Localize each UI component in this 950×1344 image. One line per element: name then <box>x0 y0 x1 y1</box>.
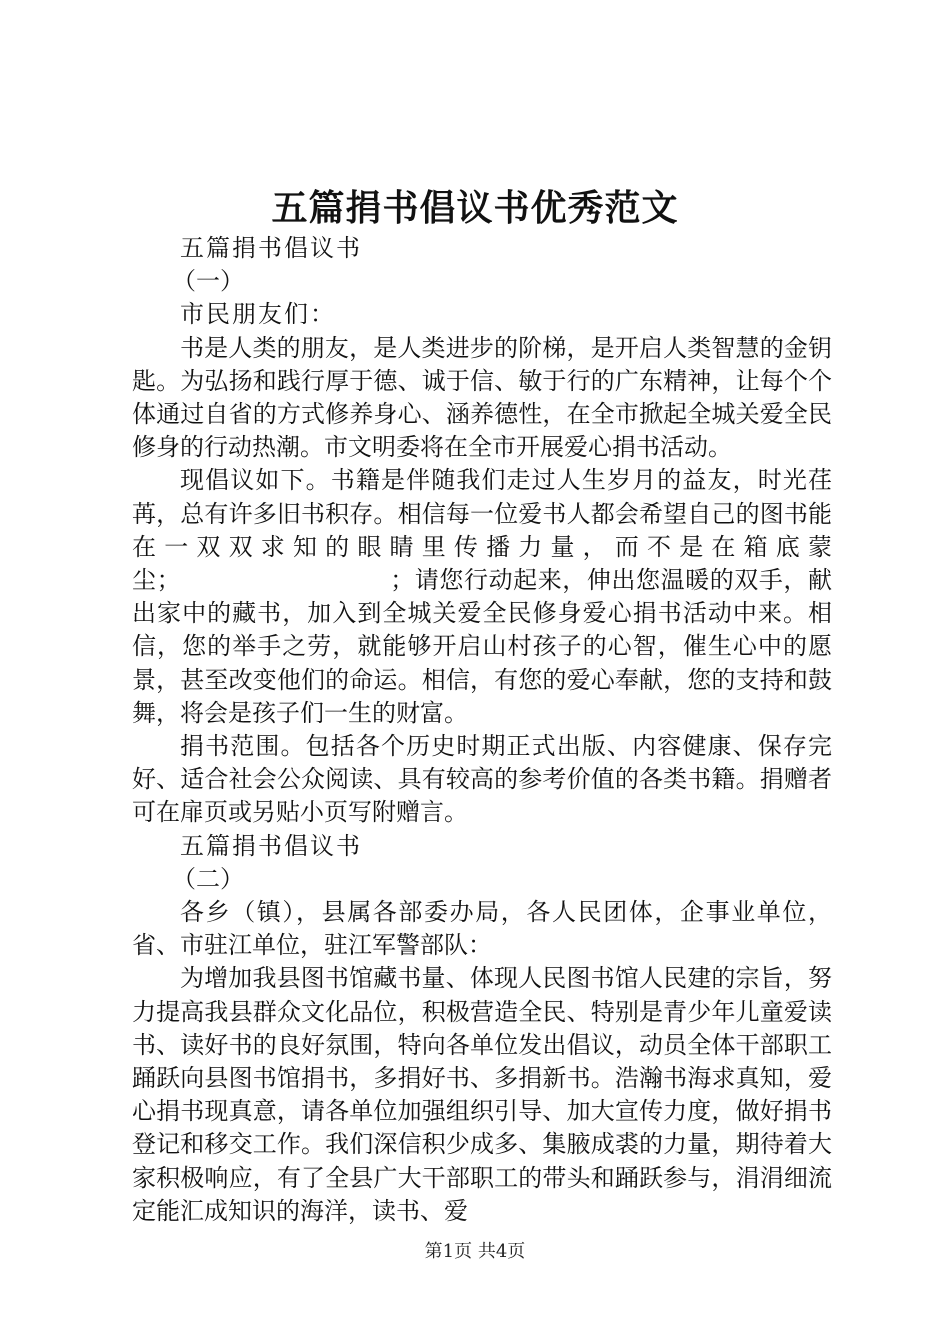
body-paragraph: 捐书范围。包括各个历史时期正式出版、内容健康、保存完好、适合社会公众阅读、具有较高的参考价值的各类书籍。捐赠者可在扉页或另贴小页写附赠言。 <box>132 732 832 827</box>
body-paragraph: 现倡议如下。书籍是伴随我们走过人生岁月的益友，时光荏苒，总有许多旧书积存。相信每一位爱书人都会希望自己的图书能在一双双求知的眼睛里传播力量，而不是在箱底蒙尘； ；请您行动起来，伸出您温暖的双手，献出家中的藏书，加入到全城关爱全民修身爱心捐书活动中来。相信，您的举手之劳，就能够开启山村孩子的心智，催生心中的愿景，甚至改变他们的命运。相信，有您的爱心奉献，您的支持和鼓舞，将会是孩子们一生的财富。 <box>132 466 832 727</box>
salutation-2: 各乡（镇），县属各部委办局，各人民团体，企事业单位，省、市驻江单位，驻江军警部队： <box>132 898 832 960</box>
page-footer: 第1页 共4页 <box>424 1241 526 1262</box>
body-paragraph: 书是人类的朋友，是人类进步的阶梯，是开启人类智慧的金钥匙。为弘扬和践行厚于德、诚于信、敏于行的广东精神，让每个个体通过自省的方式修养身心、涵养德性，在全市掀起全城关爱全民修身的行动热潮。市文明委将在全市开展爱心捐书活动。 <box>132 333 832 462</box>
section-number-2: （二） <box>172 864 244 893</box>
document-title: 五篇捐书倡议书优秀范文 <box>271 187 679 229</box>
section-heading-1: 五篇捐书倡议书 <box>180 234 362 262</box>
salutation-1: 市民朋友们： <box>180 300 336 329</box>
document-body <box>132 232 832 1228</box>
section-heading-2: 五篇捐书倡议书 <box>180 831 362 860</box>
section-number-1: （一） <box>172 267 244 296</box>
body-paragraph: 为增加我县图书馆藏书量、体现人民图书馆人民建的宗旨，努力提高我县群众文化品位，积极营造全民、特别是青少年儿童爱读书、读好书的良好氛围，特向各单位发出倡议，动员全体干部职工踊跃向县图书馆捐书，多捐好书、多捐新书。浩瀚书海求真知，爱心捐书现真意，请各单位加强组织引导、加大宣传力度，做好捐书登记和移交工作。我们深信积少成多、集腋成裘的力量，期待着大家积极响应，有了全县广大干部职工的带头和踊跃参与，涓涓细流定能汇成知识的海洋，读书、爱 <box>132 964 832 1225</box>
